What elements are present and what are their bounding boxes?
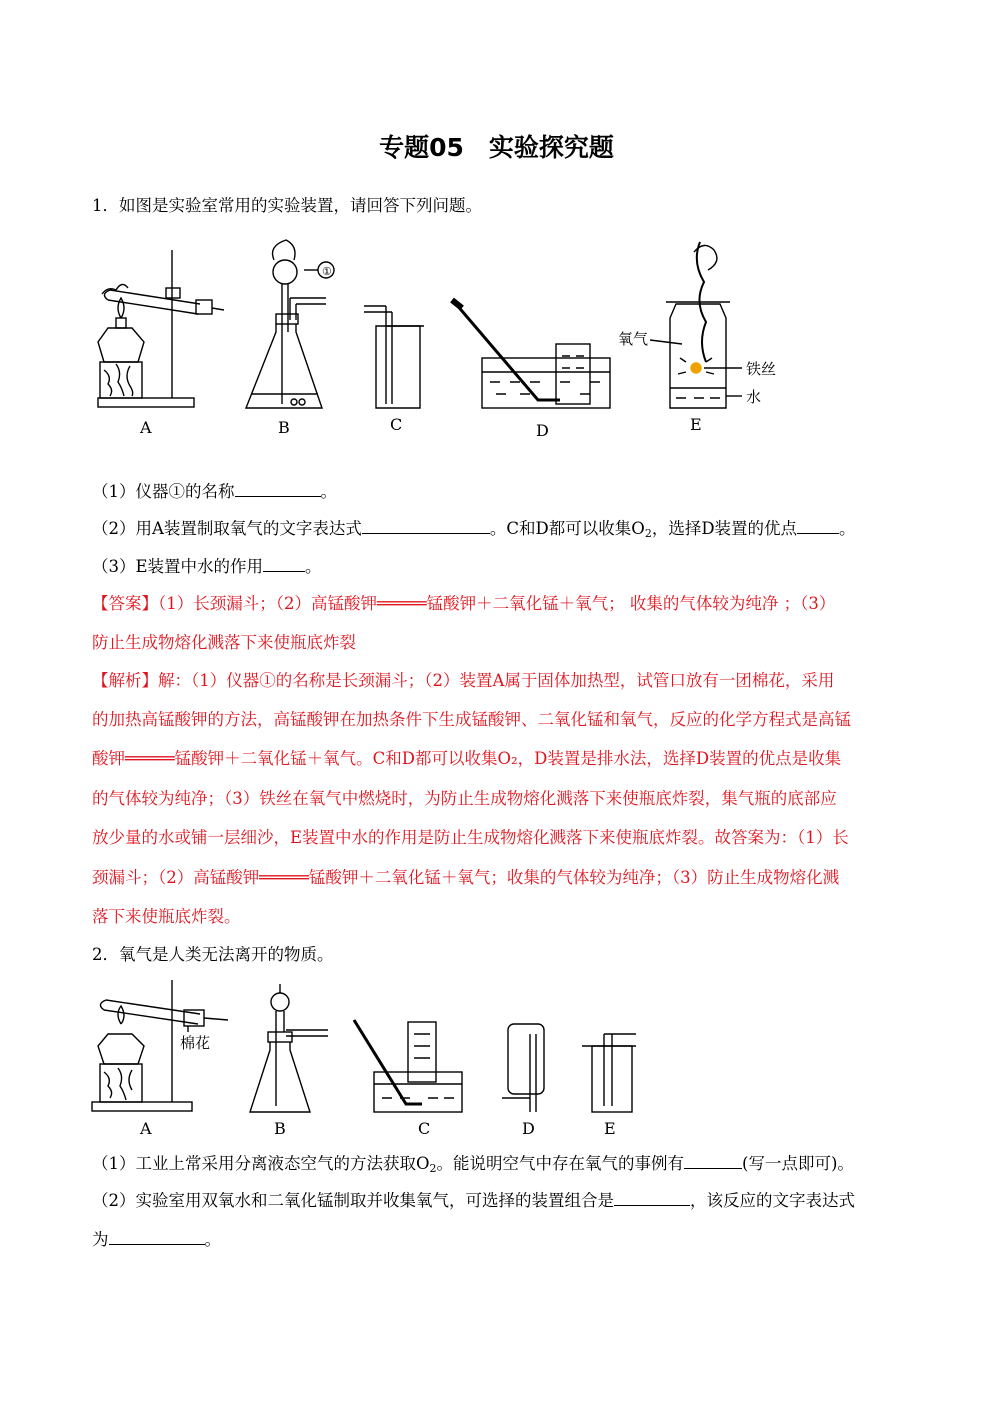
q2-sub1-prefix: （1）工业上常采用分离液态空气的方法获取O [92, 1154, 430, 1173]
q1-analysis-line-1: 【解析】解：（1）仪器①的名称是长颈漏斗；（2）装置A属于固体加热型，试管口放有一团棉花，采用 [92, 671, 835, 690]
q2-fig-label-e: E [604, 1119, 616, 1138]
q1-sub1-blank[interactable] [235, 482, 321, 497]
q1-sub3-blank[interactable] [263, 557, 305, 572]
q2-fig-label-d: D [522, 1119, 535, 1138]
q1-figure [90, 232, 810, 444]
q1-analysis-line-3: 酸钾═════锰酸钾＋二氧化锰＋氧气。C和D都可以收集O₂，D装置是排水法，选择D装置的优点是收集 [92, 749, 842, 768]
q1-fig-label-d: D [536, 421, 549, 440]
q2-sub1-mid: 。能说明空气中存在氧气的事例有 [436, 1154, 685, 1173]
q1-sub2-mid: 。C和D都可以收集O [489, 519, 645, 538]
q1-fig-label-c: C [390, 415, 403, 434]
q1-sub1 [92, 478, 912, 502]
q1-analysis-line-7: 落下来使瓶底炸裂。 [92, 907, 241, 926]
q1-stem: 1．如图是实验室常用的实验装置，请回答下列问题。 [92, 196, 482, 215]
q2-fig-label-c: C [418, 1119, 431, 1138]
q1-fig-label-b: B [278, 418, 290, 437]
q1-fig-circle1: ① [322, 265, 332, 278]
q2-sub2-line2 [92, 1226, 912, 1250]
q1-sub3-prefix: （3）E装置中水的作用 [92, 557, 264, 576]
q1-analysis-line-4: 的气体较为纯净；（3）铁丝在氧气中燃烧时，为防止生成物熔化溅落下来使瓶底炸裂，集气瓶的底部应 [92, 789, 837, 808]
q1-analysis-line-6: 颈漏斗；（2）高锰酸钾═════锰酸钾＋二氧化锰＋氧气；收集的气体较为纯净；（3）防止生成物熔化溅 [92, 868, 840, 887]
q1-sub2-subscript: 2 [644, 527, 652, 540]
q1-fig-label-a: A [140, 418, 152, 437]
q1-analysis-line-5: 放少量的水或铺一层细沙，E装置中水的作用是防止生成物熔化溅落下来使瓶底炸裂。故答案为：（1）长 [92, 828, 849, 847]
q2-fig-label-a: A [140, 1119, 152, 1138]
q2-stem: 2．氧气是人类无法离开的物质。 [92, 945, 334, 964]
q1-fig-water: 水 [746, 388, 762, 406]
q2-sub2-line2-prefix: 为 [92, 1230, 109, 1249]
q1-sub1-prefix: （1）仪器①的名称 [92, 482, 235, 501]
q2-sub2-mid: ，该反应的文字表达式 [690, 1191, 855, 1210]
q2-sub2-blank-combination[interactable] [614, 1191, 690, 1206]
q1-sub2-blank-advantage[interactable] [797, 519, 839, 534]
q1-sub2 [92, 515, 912, 540]
q2-sub1 [92, 1150, 912, 1175]
q2-sub2-prefix: （2）实验室用双氧水和二氧化锰制取并收集氧气，可选择的装置组合是 [92, 1191, 614, 1210]
q1-sub3-suffix: 。 [305, 557, 322, 576]
q1-sub2-mid2: ，选择D装置的优点 [651, 519, 798, 538]
q1-sub2-blank-equation[interactable] [362, 519, 490, 534]
q1-answer-line-1: 【答案】（1）长颈漏斗；（2）高锰酸钾═════锰酸钾＋二氧化锰＋氧气； 收集的气体较为纯净 ；（3） [92, 594, 836, 613]
q2-sub2-blank-equation[interactable] [109, 1230, 205, 1245]
q2-sub1-suffix: (写一点即可)。 [742, 1154, 854, 1173]
q2-figure [88, 976, 648, 1138]
q2-fig-label-b: B [274, 1119, 286, 1138]
q1-sub2-suffix: 。 [839, 519, 856, 538]
q1-sub3 [92, 553, 912, 577]
q1-answer-line-2: 防止生成物熔化溅落下来使瓶底炸裂 [92, 633, 356, 652]
q2-fig-cotton: 棉花 [180, 1034, 211, 1052]
q1-fig-label-e: E [690, 415, 702, 434]
page-title: 专题05 实验探究题 [379, 133, 614, 162]
q2-sub2-suffix: 。 [204, 1230, 221, 1249]
q1-fig-oxygen: 氧气 [618, 330, 649, 348]
q1-analysis-line-2: 的加热高锰酸钾的方法，高锰酸钾在加热条件下生成锰酸钾、二氧化锰和氧气，反应的化学方程式是高锰 [92, 710, 851, 729]
q1-sub1-suffix: 。 [320, 482, 337, 501]
q2-sub2 [92, 1187, 912, 1211]
q2-sub1-subscript: 2 [429, 1162, 437, 1175]
q1-fig-iron-wire: 铁丝 [746, 360, 777, 378]
q1-sub2-prefix: （2）用A装置制取氧气的文字表达式 [92, 519, 362, 538]
q2-sub1-blank[interactable] [684, 1154, 742, 1169]
